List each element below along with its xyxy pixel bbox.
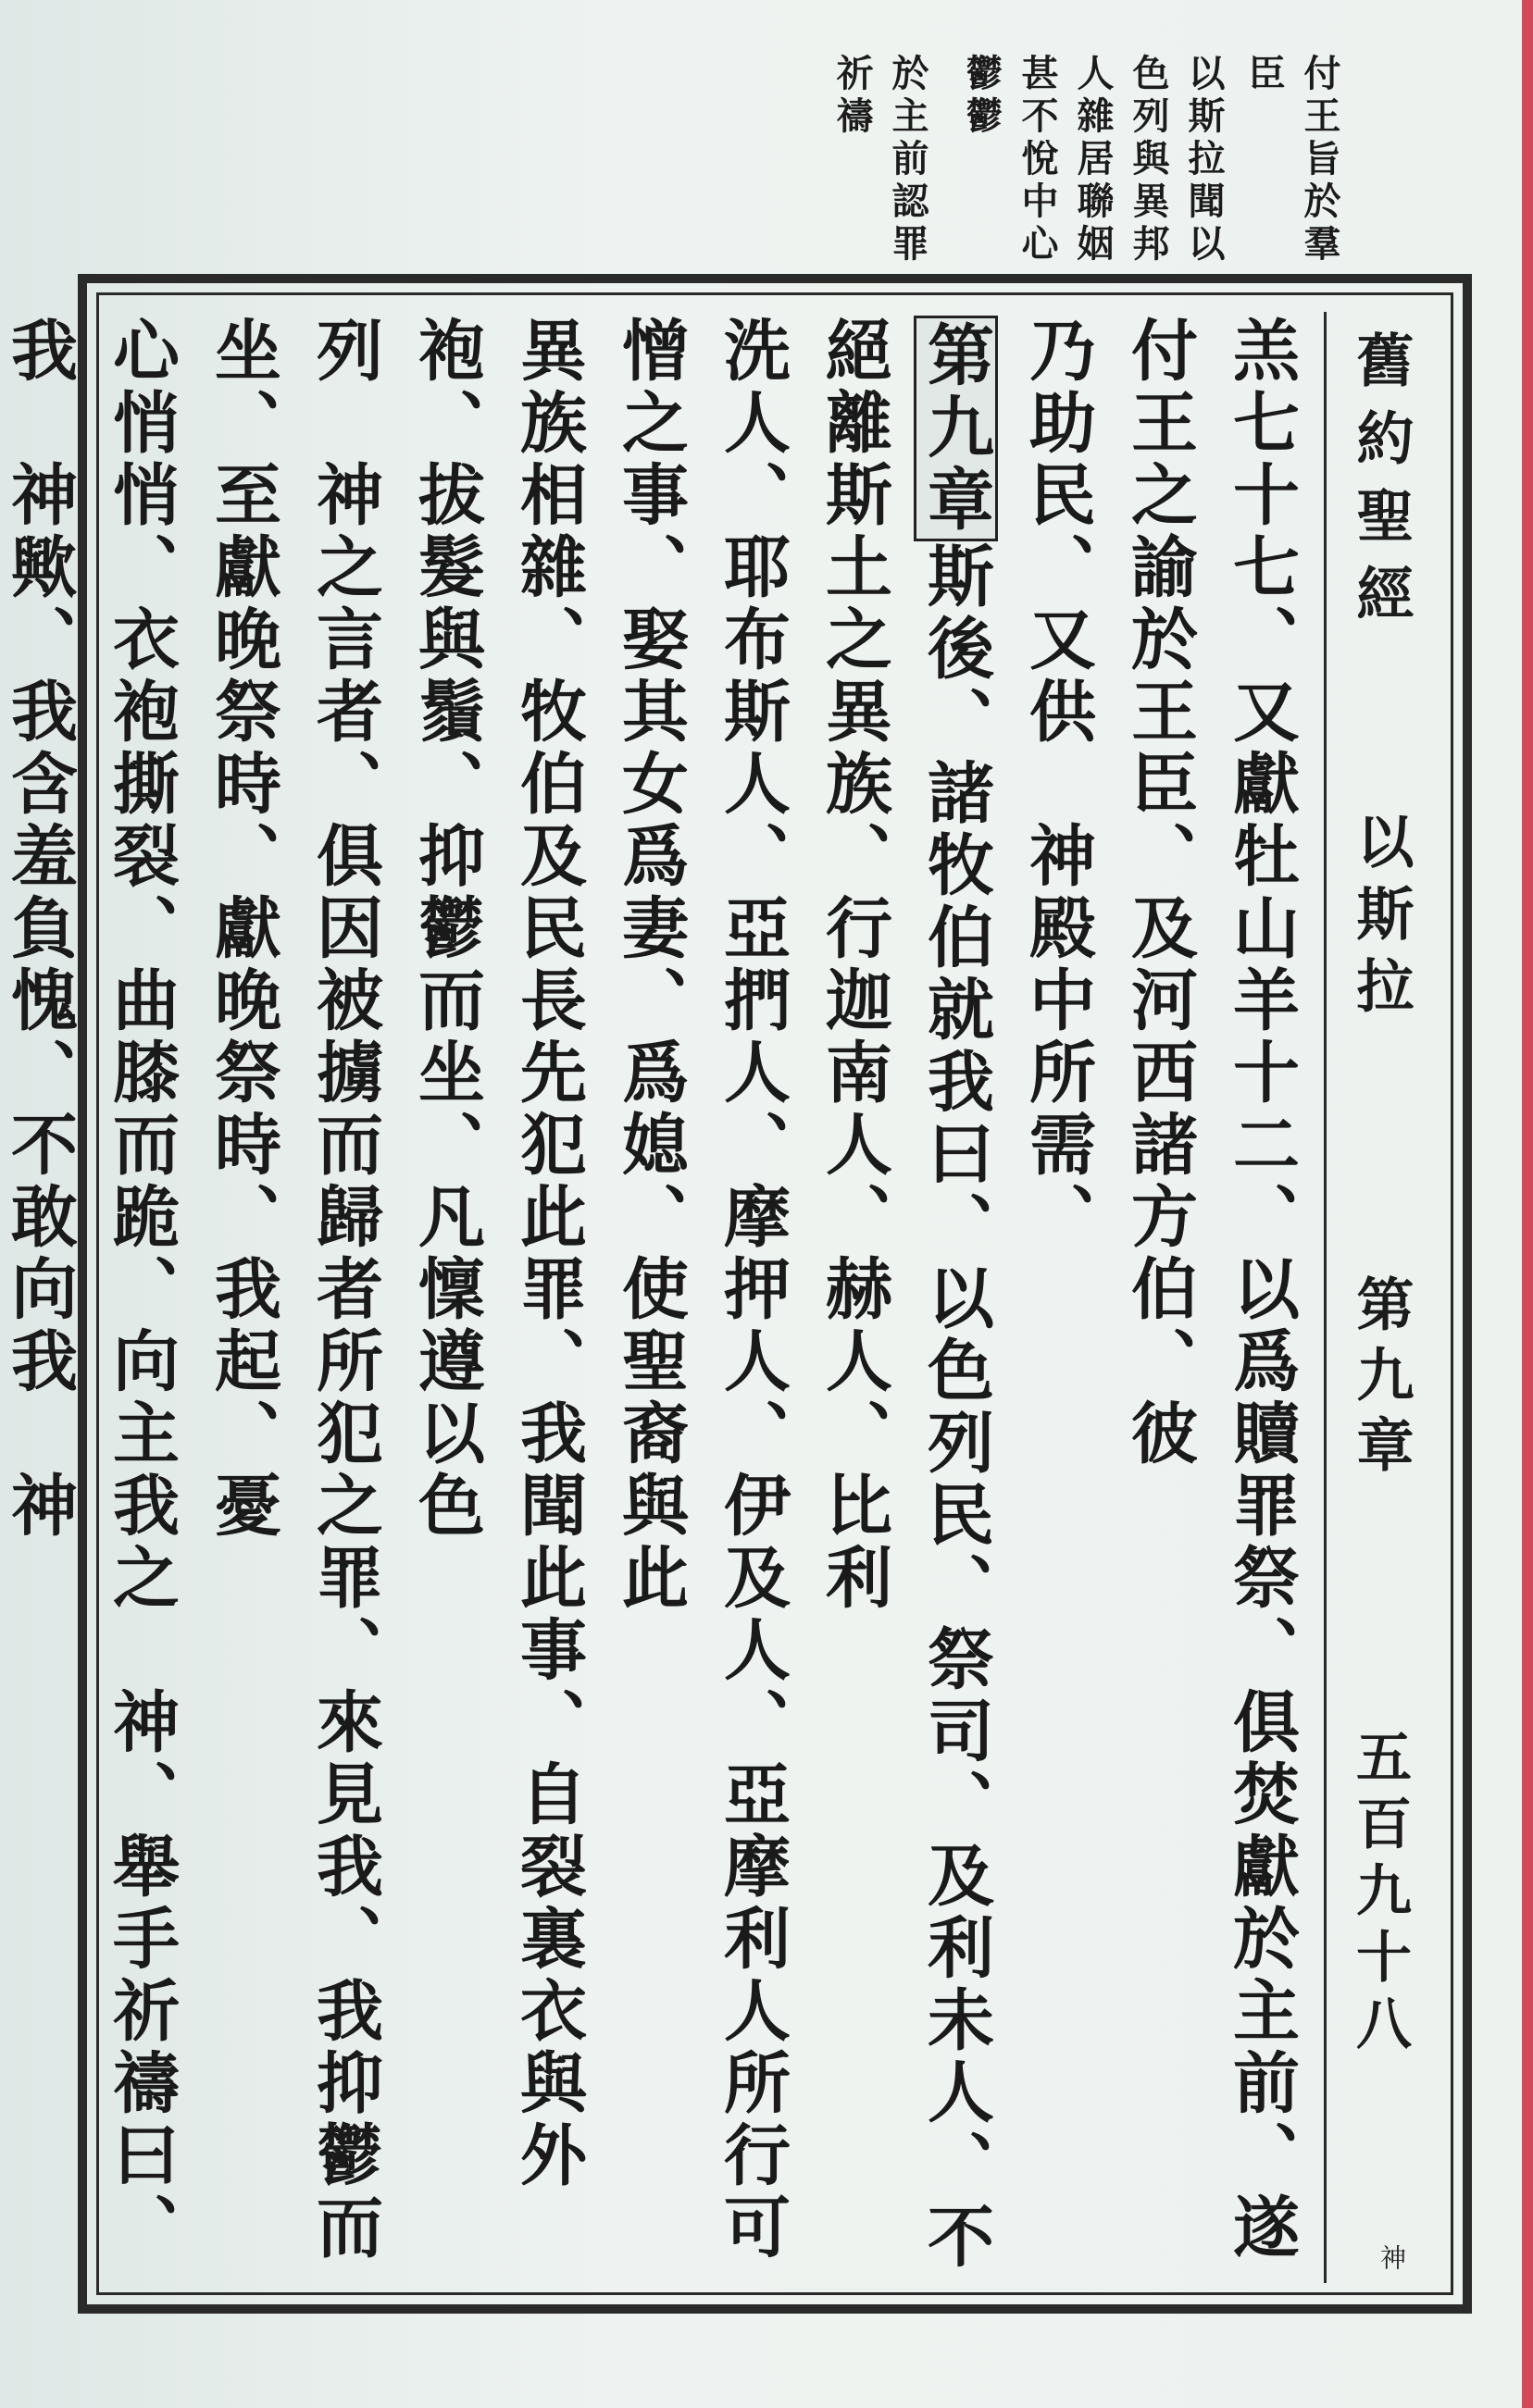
margin-note-1: 付王旨於羣 臣	[1242, 54, 1341, 267]
text-column: 乃助民、又供 神殿中所需、	[1018, 316, 1097, 1254]
page-edge	[1522, 0, 1533, 2408]
text-column: 羔七十七、又獻牡山羊十二、以爲贖罪祭、俱焚獻於主前、遂付王之諭於王臣、及河西諸方伯、彼	[1120, 316, 1301, 2265]
margin-note-2: 以斯拉聞以 色列與異邦 人雜居聯姻 甚不悅中心 鬱鬱	[960, 54, 1226, 267]
chapter-label: 第九章	[914, 316, 998, 541]
text-column: 洗人、耶布斯人、亞捫人、摩押人、伊及人、亞摩利人所行可憎之事、娶其女爲妻、爲媳、使聖裔與此	[611, 316, 791, 2265]
catchword: 神	[1377, 2244, 1407, 2270]
margin-note-3: 於主前認罪 祈禱	[830, 54, 929, 267]
book-name: 以斯拉	[1347, 812, 1415, 1028]
body-text	[0, 316, 1312, 2296]
text-column: 異族相雜、牧伯及民長先犯此罪、我聞此事、自裂裏衣與外袍、拔髮與鬚、抑鬱而坐、凡懍遵以色	[407, 316, 588, 2192]
text-column: 列 神之言者、俱因被擄而歸者所犯之罪、來見我、我抑鬱而坐、至獻晚祭時、獻晚祭時、我起、憂	[204, 316, 384, 2265]
running-header	[1324, 312, 1438, 2283]
text-frame-inner	[0, 292, 1453, 2295]
page-number: 五百九十八	[1347, 1728, 1412, 2061]
text-column: 第九章斯後、諸牧伯就我曰、以色列民、祭司、及利未人、不絕離斯土之異族、行迦南人、赫人、比利	[803, 316, 1006, 2296]
chapter-heading: 第九章	[1347, 1274, 1415, 1485]
text-column: 心悄悄、衣袍撕裂、曲膝而跪、向主我之 神、舉手祈禱曰、我 神歟、我含羞負愧、不敢向我 神	[0, 316, 181, 2265]
text-frame	[0, 274, 1472, 2314]
book-collection-title: 舊約聖經	[1347, 330, 1415, 641]
